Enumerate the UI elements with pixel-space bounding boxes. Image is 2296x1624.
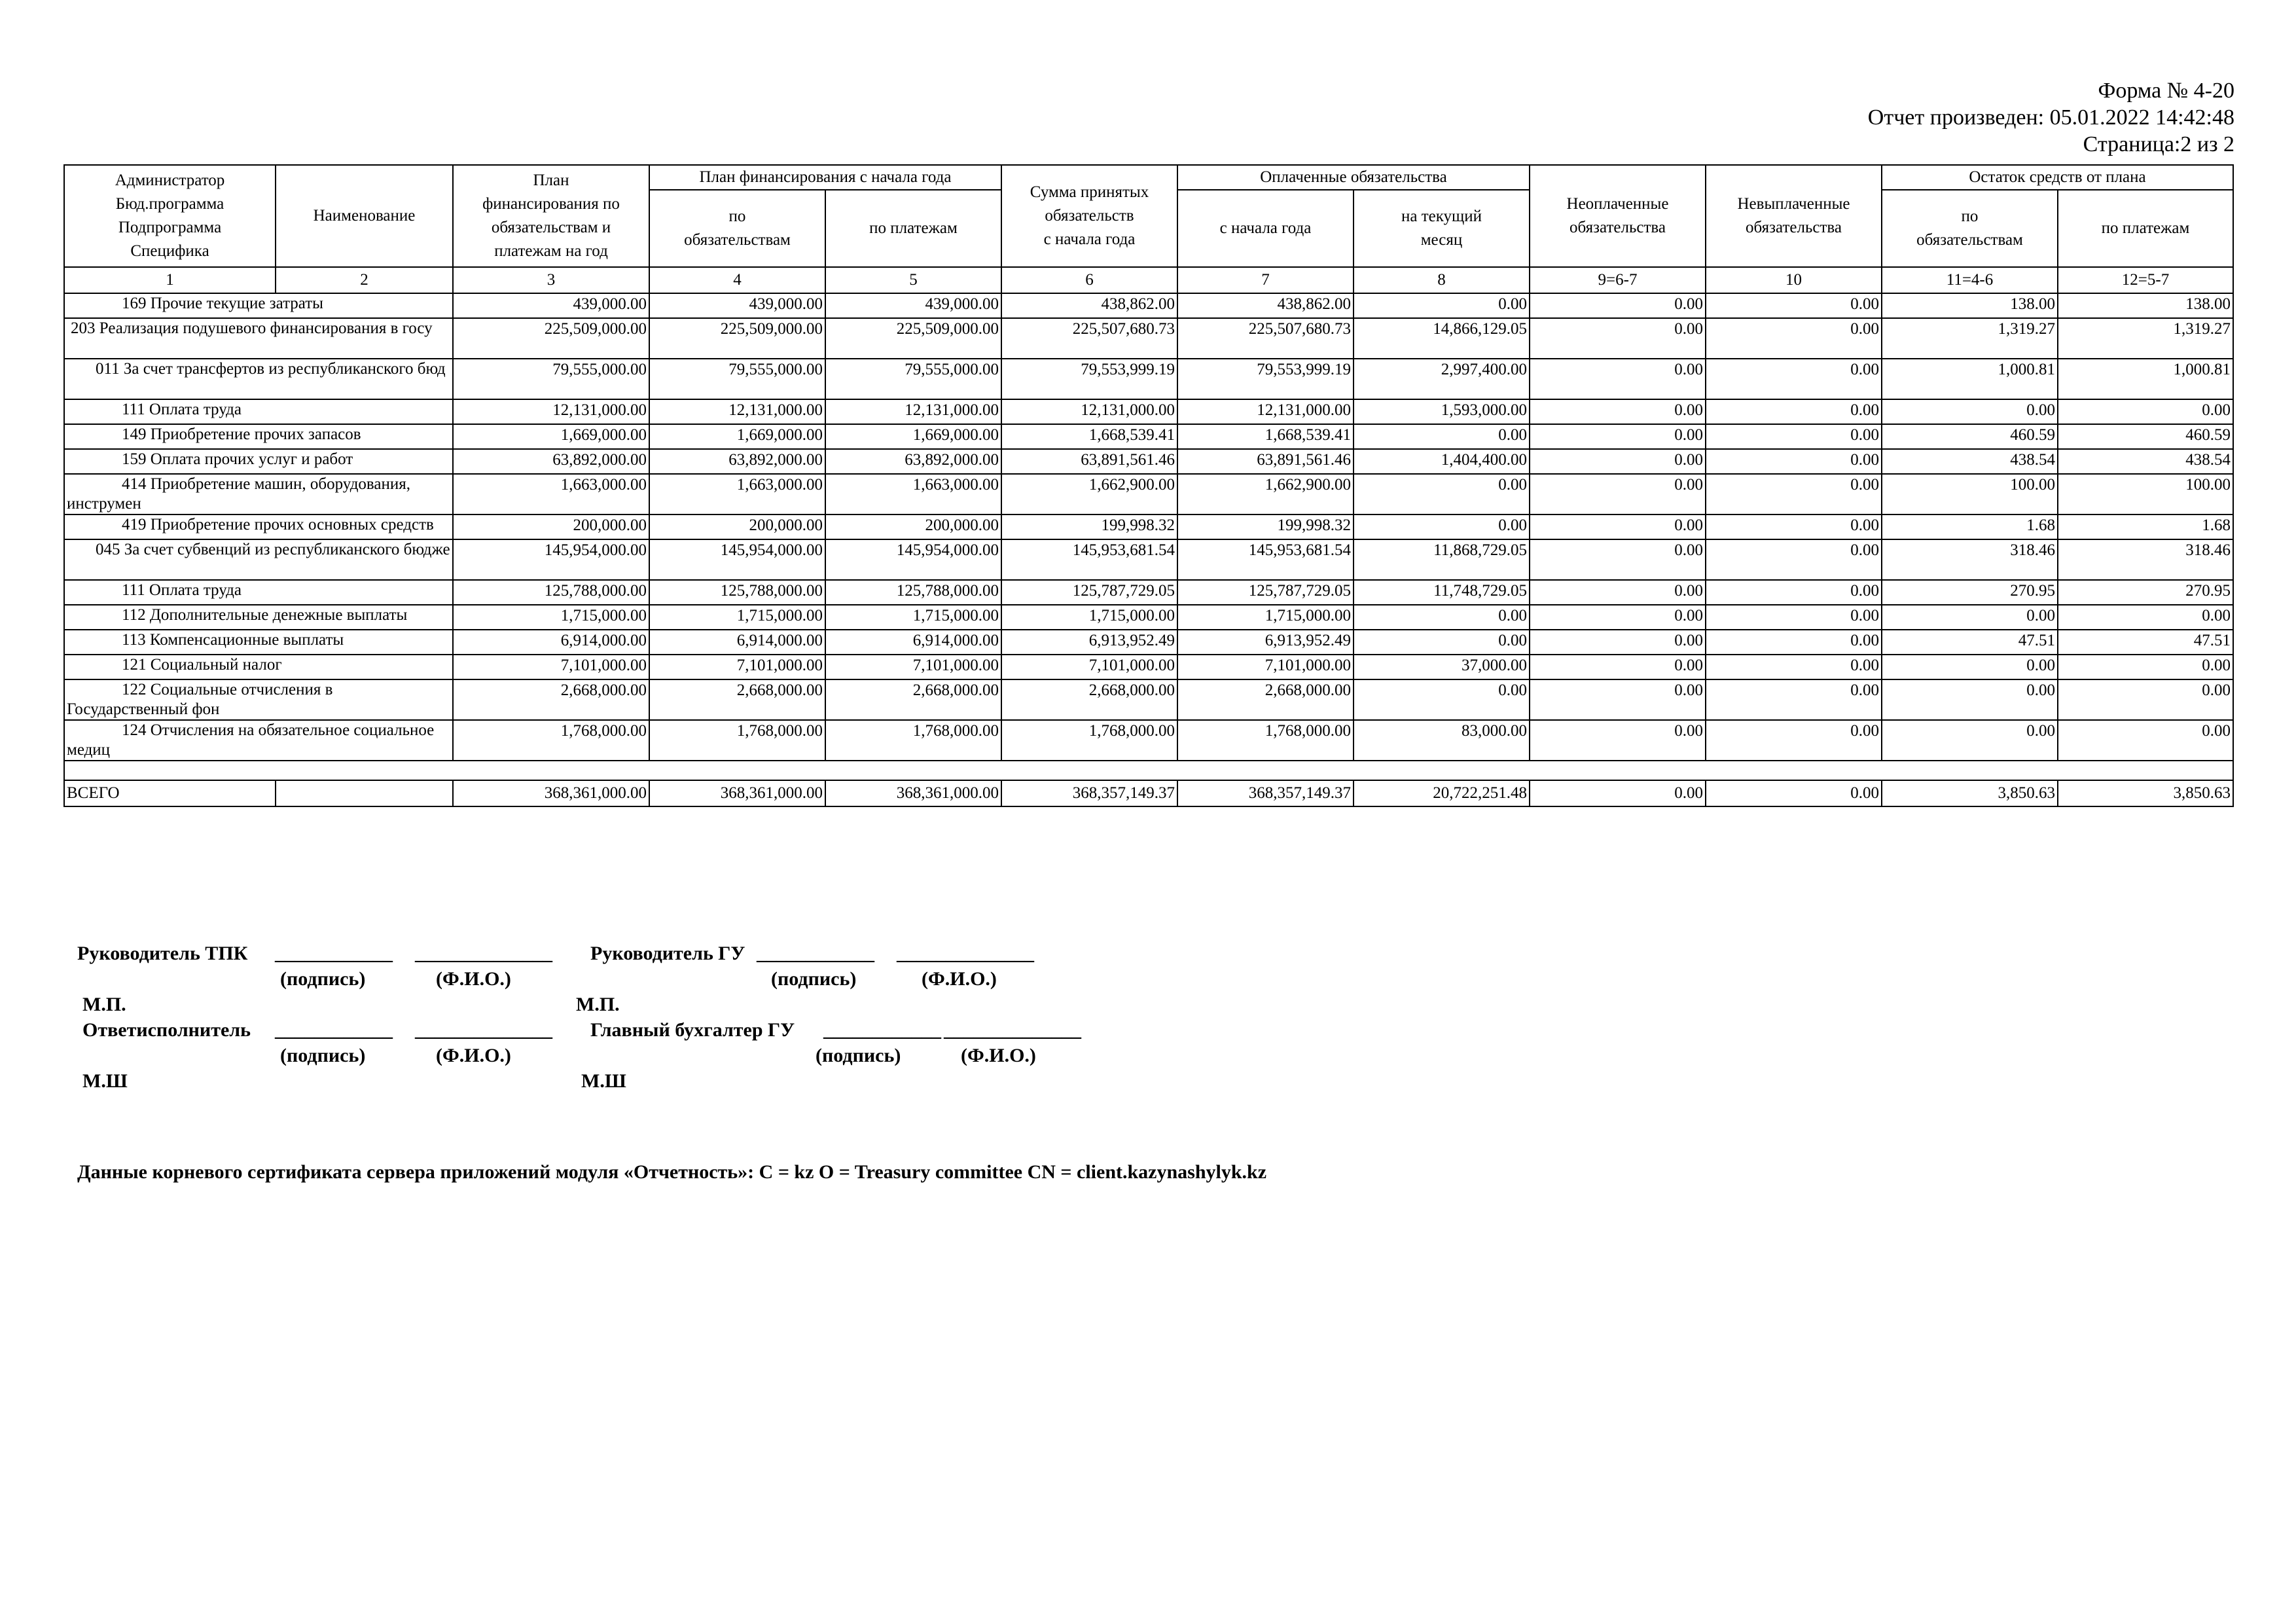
value-cell: 1,669,000.00: [825, 424, 1001, 449]
value-cell: 1,715,000.00: [1001, 605, 1177, 630]
value-cell: 0.00: [1706, 605, 1882, 630]
value-cell: 2,668,000.00: [453, 679, 649, 720]
value-cell: 145,954,000.00: [649, 539, 825, 580]
seal-label-1: М.Ш: [82, 1070, 128, 1092]
value-cell: 1,663,000.00: [453, 474, 649, 514]
value-cell: 63,891,561.46: [1177, 449, 1354, 474]
chief-accountant-sign-hint: (подпись): [816, 1045, 901, 1066]
report-header: [1868, 77, 2234, 158]
head-gu-label: Руководитель ГУ: [590, 943, 745, 964]
value-cell: 83,000.00: [1354, 720, 1530, 761]
chief-accountant-fio-hint: (Ф.И.О.): [961, 1045, 1036, 1066]
value-cell: 0.00: [1354, 514, 1530, 539]
row-name-cell: [64, 293, 453, 318]
head-tpk-fio-hint: (Ф.И.О.): [436, 968, 511, 990]
column-index-cell: 9=6-7: [1530, 267, 1706, 293]
row-name-cell: [64, 514, 453, 539]
value-cell: 7,101,000.00: [825, 655, 1001, 679]
value-cell: 0.00: [1882, 605, 2058, 630]
row-name-cell: [64, 720, 453, 761]
total-value-cell: 368,361,000.00: [453, 780, 649, 806]
row-name-cell: [64, 630, 453, 655]
row-name: 045 За счет субвенций из республиканского бюдже: [96, 541, 450, 558]
table-row: [64, 399, 2233, 424]
total-value-cell: 20,722,251.48: [1354, 780, 1530, 806]
value-cell: 2,668,000.00: [825, 679, 1001, 720]
total-label: ВСЕГО: [64, 780, 276, 806]
value-cell: 125,788,000.00: [649, 580, 825, 605]
value-cell: 0.00: [1706, 539, 1882, 580]
total-value-cell: 368,357,149.37: [1177, 780, 1354, 806]
table-row: [64, 605, 2233, 630]
value-cell: 0.00: [1354, 424, 1530, 449]
value-cell: 225,507,680.73: [1177, 318, 1354, 359]
value-cell: 1,000.81: [2058, 359, 2233, 399]
value-cell: 0.00: [1706, 318, 1882, 359]
value-cell: 1,715,000.00: [1177, 605, 1354, 630]
stamp-label-1: М.П.: [82, 994, 126, 1015]
table-row: [64, 655, 2233, 679]
table-row: [64, 539, 2233, 580]
header-unpaid-obl: Неоплаченные обязательства: [1530, 165, 1706, 267]
value-cell: 47.51: [2058, 630, 2233, 655]
row-name: 111 Оплата труда: [122, 581, 242, 599]
value-cell: 2,997,400.00: [1354, 359, 1530, 399]
value-cell: 200,000.00: [825, 514, 1001, 539]
head-gu-sign-line: ____________: [757, 943, 874, 964]
value-cell: 12,131,000.00: [453, 399, 649, 424]
row-name: 122 Социальные отчисления в Государственный фон: [67, 681, 333, 718]
value-cell: 37,000.00: [1354, 655, 1530, 679]
page-number: Страница:2 из 2: [2083, 132, 2234, 156]
stamp-label-2: М.П.: [576, 994, 620, 1015]
row-name: 113 Компенсационные выплаты: [122, 631, 344, 649]
column-index-cell: 11=4-6: [1882, 267, 2058, 293]
value-cell: 0.00: [1530, 655, 1706, 679]
value-cell: 2,668,000.00: [649, 679, 825, 720]
row-name-cell: [64, 399, 453, 424]
chief-accountant-sign-line: ____________: [823, 1019, 941, 1041]
value-cell: 1,319.27: [2058, 318, 2233, 359]
value-cell: 79,553,999.19: [1177, 359, 1354, 399]
column-index-cell: 3: [453, 267, 649, 293]
value-cell: 1,663,000.00: [649, 474, 825, 514]
row-name-cell: [64, 539, 453, 580]
value-cell: 438.54: [1882, 449, 2058, 474]
total-value-cell: 3,850.63: [1882, 780, 2058, 806]
value-cell: 1,715,000.00: [649, 605, 825, 630]
column-index-cell: 2: [276, 267, 453, 293]
value-cell: 0.00: [1530, 630, 1706, 655]
value-cell: 0.00: [1354, 679, 1530, 720]
value-cell: 0.00: [1706, 293, 1882, 318]
value-cell: 0.00: [1354, 474, 1530, 514]
executor-fio-line: ______________: [415, 1019, 552, 1041]
value-cell: 12,131,000.00: [1177, 399, 1354, 424]
value-cell: 0.00: [1706, 514, 1882, 539]
value-cell: 47.51: [1882, 630, 2058, 655]
value-cell: 438,862.00: [1001, 293, 1177, 318]
value-cell: 439,000.00: [453, 293, 649, 318]
head-tpk-fio-line: ______________: [415, 943, 552, 964]
value-cell: 1,715,000.00: [825, 605, 1001, 630]
value-cell: 7,101,000.00: [1001, 655, 1177, 679]
chief-accountant-label: Главный бухгалтер ГУ: [590, 1019, 795, 1041]
value-cell: 14,866,129.05: [1354, 318, 1530, 359]
header-paid: Оплаченные обязательства: [1177, 165, 1530, 190]
value-cell: 0.00: [2058, 655, 2233, 679]
value-cell: 0.00: [1706, 630, 1882, 655]
value-cell: 270.95: [2058, 580, 2233, 605]
table-row: [64, 424, 2233, 449]
header-remain: Остаток средств от плана: [1882, 165, 2233, 190]
value-cell: 145,953,681.54: [1001, 539, 1177, 580]
row-name-cell: [64, 474, 453, 514]
value-cell: 1,668,539.41: [1001, 424, 1177, 449]
value-cell: 63,891,561.46: [1001, 449, 1177, 474]
value-cell: 318.46: [1882, 539, 2058, 580]
value-cell: 0.00: [1882, 399, 2058, 424]
value-cell: 7,101,000.00: [1177, 655, 1354, 679]
total-value-cell: 0.00: [1530, 780, 1706, 806]
table-row: [64, 679, 2233, 720]
value-cell: 439,000.00: [649, 293, 825, 318]
column-index-cell: 10: [1706, 267, 1882, 293]
form-number: Форма № 4-20: [2098, 79, 2234, 103]
value-cell: 138.00: [1882, 293, 2058, 318]
value-cell: 0.00: [1530, 359, 1706, 399]
value-cell: 318.46: [2058, 539, 2233, 580]
row-name-cell: [64, 318, 453, 359]
value-cell: 270.95: [1882, 580, 2058, 605]
value-cell: 1,668,539.41: [1177, 424, 1354, 449]
row-name: 414 Приобретение машин, оборудования, инструмен: [67, 475, 410, 513]
value-cell: 438.54: [2058, 449, 2233, 474]
value-cell: 225,509,000.00: [453, 318, 649, 359]
executor-label: Ответисполнитель: [82, 1019, 251, 1041]
value-cell: 7,101,000.00: [649, 655, 825, 679]
value-cell: 0.00: [1706, 580, 1882, 605]
head-tpk-label: Руководитель ТПК: [77, 943, 248, 964]
header-remain-pay: по платежам: [2058, 190, 2233, 267]
value-cell: 200,000.00: [453, 514, 649, 539]
value-cell: 0.00: [1530, 679, 1706, 720]
value-cell: 0.00: [1354, 630, 1530, 655]
executor-sign-line: ____________: [275, 1019, 393, 1041]
value-cell: 1.68: [1882, 514, 2058, 539]
value-cell: 1,593,000.00: [1354, 399, 1530, 424]
row-name: 111 Оплата труда: [122, 401, 242, 418]
value-cell: 79,555,000.00: [825, 359, 1001, 399]
value-cell: 145,954,000.00: [825, 539, 1001, 580]
head-gu-sign-hint: (подпись): [771, 968, 857, 990]
value-cell: 0.00: [1530, 293, 1706, 318]
column-index-cell: 5: [825, 267, 1001, 293]
value-cell: 125,787,729.05: [1177, 580, 1354, 605]
header-plan-year: План финансирования по обязательствам и платежам на год: [453, 165, 649, 267]
value-cell: 0.00: [1530, 399, 1706, 424]
column-index-cell: 8: [1354, 267, 1530, 293]
column-index-cell: 4: [649, 267, 825, 293]
value-cell: 0.00: [1706, 474, 1882, 514]
value-cell: 199,998.32: [1001, 514, 1177, 539]
value-cell: 199,998.32: [1177, 514, 1354, 539]
value-cell: 0.00: [1530, 580, 1706, 605]
total-value-cell: 368,357,149.37: [1001, 780, 1177, 806]
value-cell: 0.00: [1706, 655, 1882, 679]
row-name-cell: [64, 359, 453, 399]
value-cell: 200,000.00: [649, 514, 825, 539]
column-index-cell: 6: [1001, 267, 1177, 293]
value-cell: 1,662,900.00: [1001, 474, 1177, 514]
row-name-cell: [64, 449, 453, 474]
value-cell: 1,669,000.00: [453, 424, 649, 449]
header-name: Наименование: [276, 165, 453, 267]
value-cell: 63,892,000.00: [453, 449, 649, 474]
value-cell: 1,319.27: [1882, 318, 2058, 359]
row-name: 112 Дополнительные денежные выплаты: [122, 606, 408, 624]
value-cell: 79,555,000.00: [649, 359, 825, 399]
value-cell: 100.00: [2058, 474, 2233, 514]
table-row: [64, 580, 2233, 605]
total-value-cell: 368,361,000.00: [825, 780, 1001, 806]
value-cell: 0.00: [1530, 514, 1706, 539]
value-cell: 125,788,000.00: [825, 580, 1001, 605]
value-cell: 460.59: [2058, 424, 2233, 449]
column-index-cell: 1: [64, 267, 276, 293]
value-cell: 12,131,000.00: [825, 399, 1001, 424]
head-gu-fio-line: ______________: [897, 943, 1034, 964]
value-cell: 125,788,000.00: [453, 580, 649, 605]
value-cell: 145,953,681.54: [1177, 539, 1354, 580]
value-cell: 1,404,400.00: [1354, 449, 1530, 474]
value-cell: 6,913,952.49: [1177, 630, 1354, 655]
value-cell: 6,914,000.00: [453, 630, 649, 655]
value-cell: 12,131,000.00: [1001, 399, 1177, 424]
value-cell: 0.00: [1530, 318, 1706, 359]
report-generated: Отчет произведен: 05.01.2022 14:42:48: [1867, 105, 2234, 130]
value-cell: 0.00: [2058, 679, 2233, 720]
row-name-cell: [64, 424, 453, 449]
value-cell: 0.00: [2058, 720, 2233, 761]
spacer-row: [64, 761, 2233, 780]
row-name: 124 Отчисления на обязательное социальное медиц: [67, 721, 435, 759]
value-cell: 0.00: [1706, 679, 1882, 720]
head-tpk-sign-hint: (подпись): [280, 968, 366, 990]
table-row: [64, 474, 2233, 514]
value-cell: 6,913,952.49: [1001, 630, 1177, 655]
value-cell: 2,668,000.00: [1001, 679, 1177, 720]
value-cell: 12,131,000.00: [649, 399, 825, 424]
table-row: [64, 630, 2233, 655]
row-name: 203 Реализация подушевого финансирования в госу: [71, 319, 433, 337]
value-cell: 1,768,000.00: [1177, 720, 1354, 761]
total-value-cell: 368,361,000.00: [649, 780, 825, 806]
value-cell: 79,555,000.00: [453, 359, 649, 399]
value-cell: 1,768,000.00: [1001, 720, 1177, 761]
header-unpaid-pay: Невыплаченные обязательства: [1706, 165, 1882, 267]
value-cell: 0.00: [1706, 449, 1882, 474]
value-cell: 0.00: [1882, 679, 2058, 720]
row-name-cell: [64, 605, 453, 630]
value-cell: 225,509,000.00: [649, 318, 825, 359]
row-name: 121 Социальный налог: [122, 656, 282, 674]
value-cell: 0.00: [1530, 720, 1706, 761]
row-name-cell: [64, 679, 453, 720]
value-cell: 2,668,000.00: [1177, 679, 1354, 720]
table-row: [64, 318, 2233, 359]
value-cell: 6,914,000.00: [825, 630, 1001, 655]
value-cell: 0.00: [1530, 424, 1706, 449]
value-cell: 438,862.00: [1177, 293, 1354, 318]
value-cell: 0.00: [1530, 539, 1706, 580]
value-cell: 100.00: [1882, 474, 2058, 514]
header-accepted: Сумма принятых обязательств с начала года: [1001, 165, 1177, 267]
value-cell: 0.00: [1530, 449, 1706, 474]
value-cell: 1.68: [2058, 514, 2233, 539]
header-remain-obl: по обязательствам: [1882, 190, 2058, 267]
table-row: [64, 514, 2233, 539]
signature-block: [77, 943, 1081, 1096]
header-plan-since-pay: по платежам: [825, 190, 1001, 267]
value-cell: 63,892,000.00: [649, 449, 825, 474]
value-cell: 0.00: [1706, 399, 1882, 424]
value-cell: 225,509,000.00: [825, 318, 1001, 359]
row-name-cell: [64, 580, 453, 605]
value-cell: 460.59: [1882, 424, 2058, 449]
executor-fio-hint: (Ф.И.О.): [436, 1045, 511, 1066]
head-gu-fio-hint: (Ф.И.О.): [922, 968, 997, 990]
chief-accountant-fio-line: ______________: [944, 1019, 1081, 1041]
value-cell: 145,954,000.00: [453, 539, 649, 580]
header-paid-month: на текущий месяц: [1354, 190, 1530, 267]
value-cell: 0.00: [1354, 605, 1530, 630]
seal-label-2: М.Ш: [581, 1070, 626, 1092]
value-cell: 1,768,000.00: [825, 720, 1001, 761]
value-cell: 1,669,000.00: [649, 424, 825, 449]
value-cell: 63,892,000.00: [825, 449, 1001, 474]
row-name-cell: [64, 655, 453, 679]
spacer-cell: [64, 761, 2233, 780]
value-cell: 125,787,729.05: [1001, 580, 1177, 605]
value-cell: 0.00: [2058, 399, 2233, 424]
value-cell: 1,768,000.00: [453, 720, 649, 761]
row-name: 169 Прочие текущие затраты: [122, 295, 323, 312]
value-cell: 7,101,000.00: [453, 655, 649, 679]
value-cell: 0.00: [1530, 474, 1706, 514]
report-table: [63, 164, 2234, 807]
table-row: [64, 293, 2233, 318]
table-row: [64, 359, 2233, 399]
value-cell: 0.00: [1530, 605, 1706, 630]
value-cell: 0.00: [1882, 720, 2058, 761]
head-tpk-sign-line: ____________: [275, 943, 393, 964]
total-value-cell: 3,850.63: [2058, 780, 2233, 806]
value-cell: 1,662,900.00: [1177, 474, 1354, 514]
certificate-info: Данные корневого сертификата сервера приложений модуля «Отчетность»: C = kz O = Treasury committee CN = client.kazynashylyk.kz: [77, 1161, 1267, 1183]
column-index-cell: 7: [1177, 267, 1354, 293]
table-row: [64, 449, 2233, 474]
row-name: 011 За счет трансфертов из республиканского бюд: [96, 360, 446, 378]
value-cell: 1,000.81: [1882, 359, 2058, 399]
executor-sign-hint: (подпись): [280, 1045, 366, 1066]
header-plan-since: План финансирования с начала года: [649, 165, 1001, 190]
header-plan-since-obl: по обязательствам: [649, 190, 825, 267]
header-admin: Администратор Бюд.программа Подпрограмма Специфика: [64, 165, 276, 267]
value-cell: 6,914,000.00: [649, 630, 825, 655]
value-cell: 0.00: [1354, 293, 1530, 318]
row-name: 159 Оплата прочих услуг и работ: [122, 450, 353, 468]
value-cell: 1,663,000.00: [825, 474, 1001, 514]
value-cell: 225,507,680.73: [1001, 318, 1177, 359]
total-value-cell: 0.00: [1706, 780, 1882, 806]
column-index-row: [64, 267, 2233, 293]
value-cell: 79,553,999.19: [1001, 359, 1177, 399]
table-row: [64, 720, 2233, 761]
total-name-cell: [276, 780, 453, 806]
value-cell: 0.00: [1706, 720, 1882, 761]
value-cell: 439,000.00: [825, 293, 1001, 318]
value-cell: 0.00: [2058, 605, 2233, 630]
value-cell: 0.00: [1706, 359, 1882, 399]
total-row: [64, 780, 2233, 806]
row-name: 149 Приобретение прочих запасов: [122, 425, 361, 443]
value-cell: 1,768,000.00: [649, 720, 825, 761]
value-cell: 1,715,000.00: [453, 605, 649, 630]
value-cell: 0.00: [1882, 655, 2058, 679]
value-cell: 11,748,729.05: [1354, 580, 1530, 605]
value-cell: 11,868,729.05: [1354, 539, 1530, 580]
header-paid-since: с начала года: [1177, 190, 1354, 267]
column-index-cell: 12=5-7: [2058, 267, 2233, 293]
value-cell: 0.00: [1706, 424, 1882, 449]
value-cell: 138.00: [2058, 293, 2233, 318]
row-name: 419 Приобретение прочих основных средств: [122, 516, 434, 533]
